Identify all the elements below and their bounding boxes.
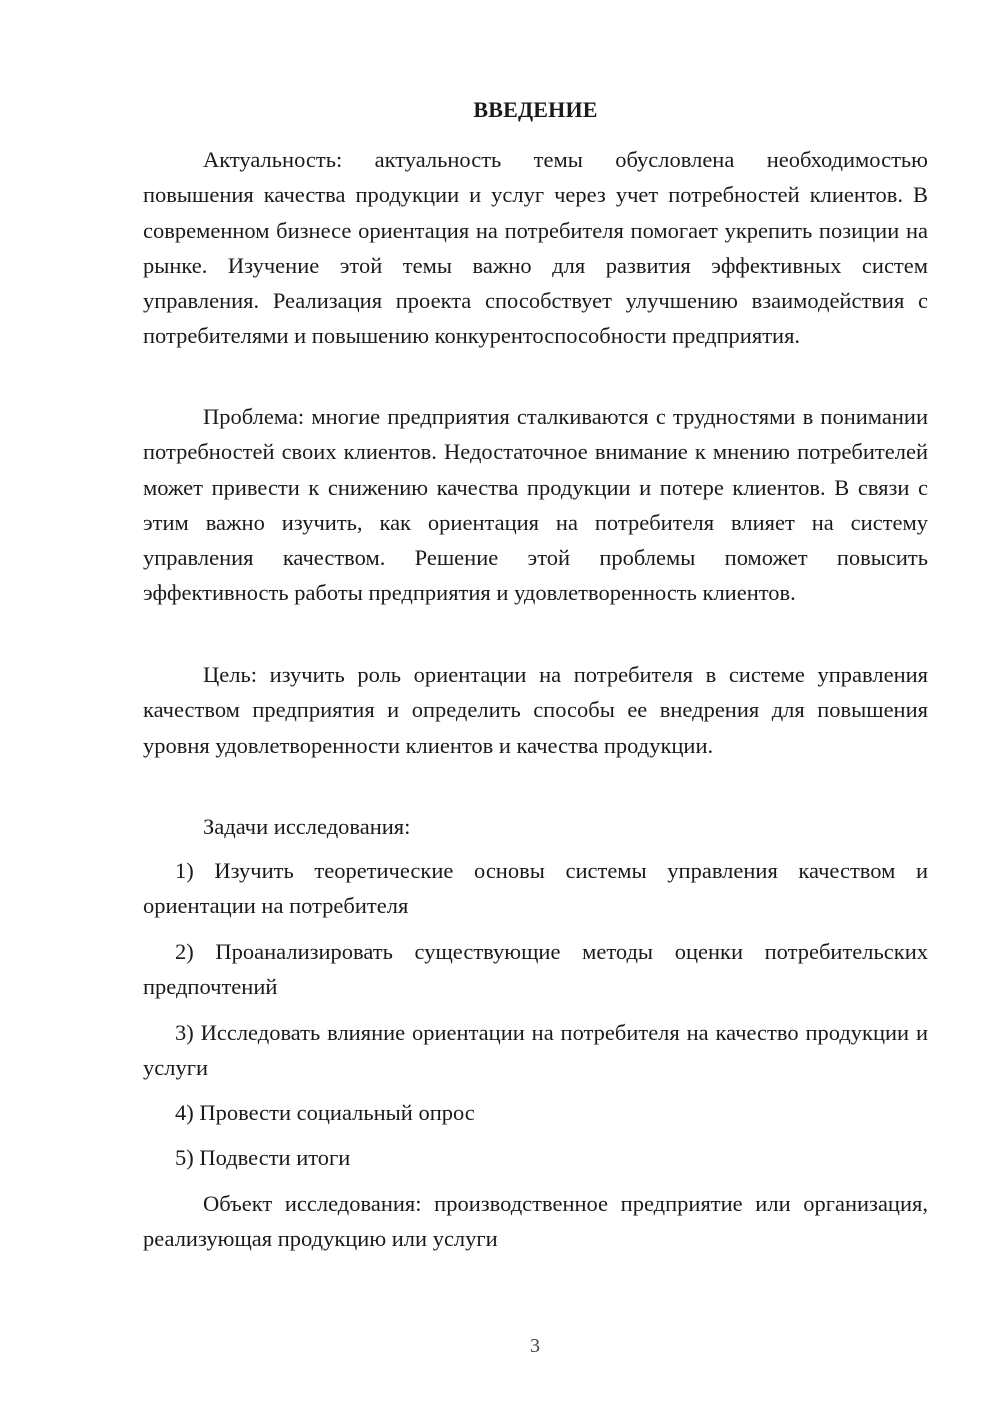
tasks-heading: Задачи исследования: — [203, 814, 411, 839]
paragraph-goal: Цель: изучить роль ориентации на потребителя в системе управления качеством предприятия и определить способы ее внедрения для повышения уровня удовлетворенности клиентов и качества продукции. — [143, 662, 928, 758]
list-item-task-3: 3) Исследовать влияние ориентации на потребителя на качество продукции и услуги — [143, 1020, 928, 1081]
list-item-task-5: 5) Подвести итоги — [175, 1145, 351, 1170]
page-title: ВВЕДЕНИЕ — [473, 97, 598, 122]
list-item-task-1: 1) Изучить теоретические основы системы управления качеством и ориентации на потребителя — [143, 858, 928, 919]
list-item-task-2: 2) Проанализировать существующие методы оценки потребительских предпочтений — [143, 939, 928, 1000]
list-item-task-4: 4) Провести социальный опрос — [175, 1100, 475, 1125]
paragraph-problem: Проблема: многие предприятия сталкиваются с трудностями в понимании потребностей своих клиентов. Недостаточное внимание к мнению потребителей может привести к снижению качества продукции и потере клиентов. В связи с этим важно изучить, как ориентация на потребителя влияет на систему управления качеством. Решение этой проблемы поможет повысить эффективность работы предприятия и удовлетворенность клиентов. — [143, 404, 928, 606]
paragraph-object: Объект исследования: производственное предприятие или организация, реализующая продукцию или услуги — [143, 1191, 928, 1252]
paragraph-relevance: Актуальность: актуальность темы обусловлена необходимостью повышения качества продукции и услуг через учет потребностей клиентов. В современном бизнесе ориентация на потребителя помогает укрепить позиции на рынке. Изучение этой темы важно для развития эффективных систем управления. Реализация проекта способствует улучшению взаимодействия с потребителями и повышению конкурентоспособности предприятия. — [143, 147, 928, 349]
page-number: 3 — [530, 1335, 540, 1357]
